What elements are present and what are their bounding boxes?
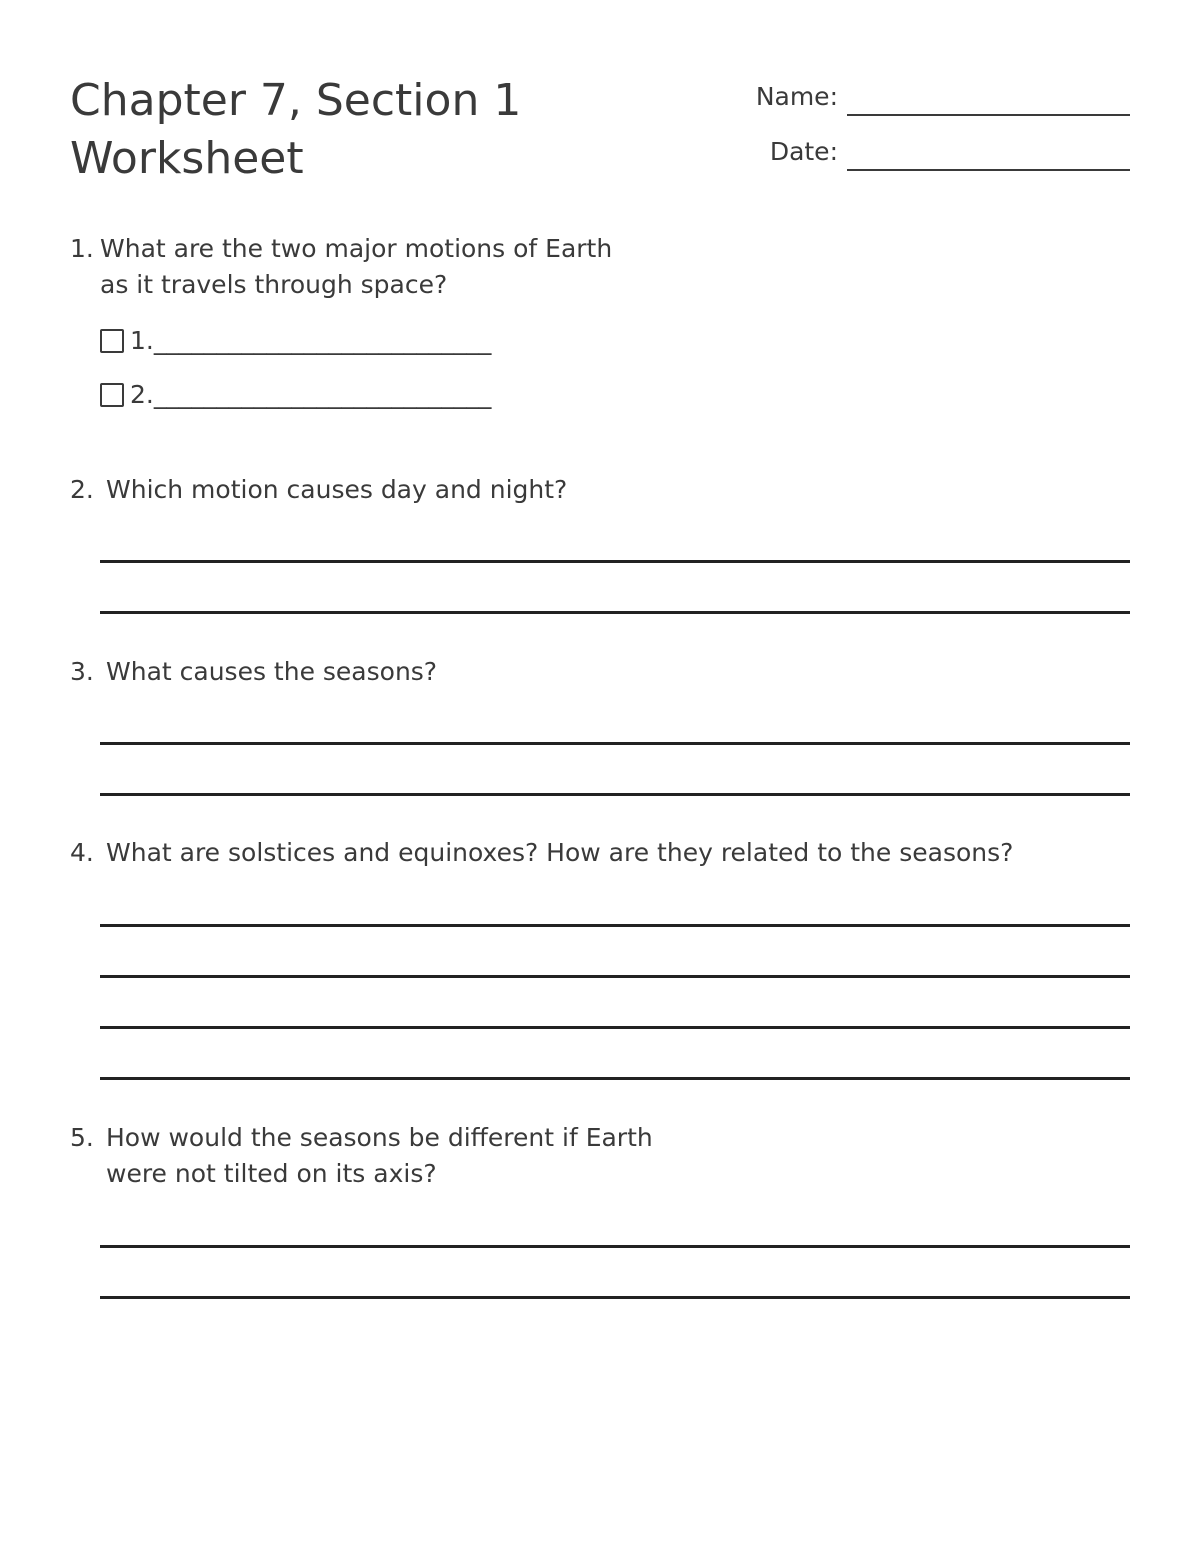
option-blank: 2.___________________________ bbox=[130, 380, 492, 409]
answer-line[interactable] bbox=[100, 924, 1130, 927]
checkbox[interactable] bbox=[100, 383, 124, 407]
question-text: What are the two major motions of Earth as it travels through space? bbox=[100, 234, 613, 299]
name-input[interactable] bbox=[850, 80, 1126, 114]
title-line-2: Worksheet bbox=[70, 133, 304, 184]
question-number: 4. bbox=[70, 838, 94, 867]
motion-option-1 bbox=[100, 326, 491, 356]
title-line-1: Chapter 7, Section 1 bbox=[70, 75, 522, 126]
name-underline bbox=[847, 114, 1130, 116]
date-underline bbox=[847, 169, 1130, 171]
question-4 bbox=[70, 835, 1013, 871]
motion-option-2 bbox=[100, 380, 491, 410]
question-text: Which motion causes day and night? bbox=[106, 475, 568, 504]
question-number: 1. bbox=[70, 234, 94, 263]
answer-line[interactable] bbox=[100, 1245, 1130, 1248]
page-title bbox=[70, 72, 521, 188]
answer-line[interactable] bbox=[100, 1296, 1130, 1299]
name-field bbox=[700, 76, 1130, 116]
question-text: How would the seasons be different if Earth were not tilted on its axis? bbox=[106, 1123, 653, 1188]
answer-line[interactable] bbox=[100, 742, 1130, 745]
question-2 bbox=[70, 472, 567, 508]
answer-line[interactable] bbox=[100, 1026, 1130, 1029]
question-3 bbox=[70, 654, 437, 690]
answer-line[interactable] bbox=[100, 1077, 1130, 1080]
answer-line[interactable] bbox=[100, 611, 1130, 614]
answer-line[interactable] bbox=[100, 560, 1130, 563]
answer-line[interactable] bbox=[100, 793, 1130, 796]
date-field bbox=[700, 131, 1130, 171]
question-number: 3. bbox=[70, 657, 94, 686]
checkbox[interactable] bbox=[100, 329, 124, 353]
question-5 bbox=[70, 1120, 653, 1192]
option-blank: 1.___________________________ bbox=[130, 326, 492, 355]
question-number: 5. bbox=[70, 1123, 94, 1152]
question-number: 2. bbox=[70, 475, 94, 504]
date-input[interactable] bbox=[850, 135, 1126, 169]
question-text: What are solstices and equinoxes? How are they related to the seasons? bbox=[106, 838, 1014, 867]
answer-line[interactable] bbox=[100, 975, 1130, 978]
name-label: Name: bbox=[755, 82, 838, 111]
question-1 bbox=[70, 231, 612, 303]
date-label: Date: bbox=[769, 137, 838, 166]
question-text: What causes the seasons? bbox=[106, 657, 438, 686]
